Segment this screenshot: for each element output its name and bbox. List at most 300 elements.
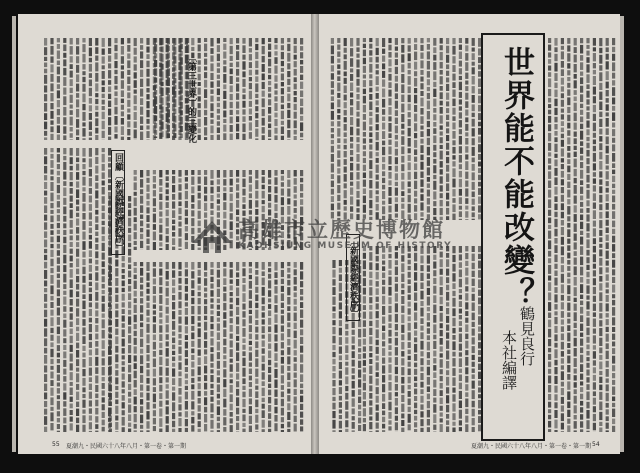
text-stroke	[300, 412, 303, 418]
text-stroke	[140, 205, 143, 213]
text-stroke	[166, 218, 169, 227]
text-stroke	[108, 109, 111, 116]
text-stroke	[452, 56, 455, 63]
text-stroke	[382, 348, 385, 356]
text-stroke	[612, 80, 615, 85]
text-stroke	[134, 192, 137, 196]
text-stroke	[339, 337, 342, 345]
text-stroke	[268, 124, 271, 129]
text-stroke	[599, 195, 602, 203]
text-stroke	[465, 206, 468, 210]
text-stroke	[262, 297, 265, 304]
text-stroke	[420, 155, 423, 161]
text-stroke	[70, 269, 73, 278]
text-stroke	[369, 50, 372, 55]
text-stroke	[548, 190, 551, 198]
text-stroke	[70, 172, 73, 180]
text-stroke	[586, 363, 589, 368]
text-stroke	[95, 251, 98, 258]
text-stroke	[146, 119, 149, 124]
text-stroke	[561, 423, 564, 430]
text-stroke	[204, 332, 207, 339]
text-stroke	[50, 407, 53, 411]
text-stroke	[82, 241, 85, 250]
text-stroke	[599, 392, 602, 400]
text-stroke	[561, 246, 564, 255]
text-stroke	[95, 394, 98, 399]
text-stroke	[376, 196, 379, 202]
text-stroke	[472, 182, 475, 190]
text-stroke	[358, 361, 361, 368]
text-stroke	[472, 303, 475, 311]
text-stroke	[89, 422, 92, 429]
text-stroke	[76, 269, 79, 275]
text-stroke	[356, 144, 359, 153]
text-stroke	[352, 330, 355, 335]
text-stroke	[44, 374, 47, 382]
text-stroke	[300, 346, 303, 353]
text-stroke	[76, 46, 79, 54]
text-stroke	[121, 118, 124, 125]
text-stroke	[440, 131, 443, 135]
text-stroke	[63, 352, 66, 359]
text-stroke	[249, 268, 252, 273]
text-stroke	[446, 55, 449, 63]
text-stroke	[606, 282, 609, 287]
text-stroke	[586, 158, 589, 164]
text-stroke	[427, 288, 430, 295]
text-stroke	[57, 431, 60, 432]
text-stroke	[70, 313, 73, 320]
text-stroke	[255, 200, 258, 207]
text-stroke	[294, 299, 297, 305]
text-stroke	[281, 197, 284, 205]
text-stroke	[274, 415, 277, 422]
text-stroke	[356, 181, 359, 189]
text-stroke	[612, 98, 615, 105]
text-stroke	[452, 308, 455, 316]
text-stroke	[452, 108, 455, 115]
text-stroke	[44, 205, 47, 213]
text-stroke	[95, 83, 98, 91]
text-stroke	[331, 90, 334, 95]
text-stroke	[191, 341, 194, 347]
text-stroke	[76, 227, 79, 234]
text-stroke	[395, 83, 398, 91]
text-stroke	[287, 429, 290, 432]
text-stroke	[178, 356, 181, 361]
text-stroke	[114, 53, 117, 60]
text-stroke	[255, 61, 258, 68]
text-stroke	[140, 234, 143, 239]
text-stroke	[440, 115, 443, 123]
text-stroke	[586, 410, 589, 419]
text-stroke	[287, 412, 290, 420]
text-stroke	[408, 63, 411, 69]
text-stroke	[70, 105, 73, 109]
text-stroke	[344, 167, 347, 173]
text-stroke	[408, 53, 411, 61]
text-stroke	[185, 269, 188, 276]
text-stroke	[459, 328, 462, 332]
text-stroke	[548, 429, 551, 432]
text-stroke	[95, 56, 98, 61]
text-stroke	[382, 89, 385, 98]
text-stroke	[332, 366, 335, 371]
text-stroke	[612, 419, 615, 425]
text-stroke	[70, 423, 73, 430]
text-stroke	[401, 263, 404, 272]
text-stroke	[586, 121, 589, 128]
text-stroke	[440, 306, 443, 311]
text-stroke	[89, 259, 92, 264]
text-stroke	[217, 323, 220, 330]
text-stroke	[401, 38, 404, 43]
text-stroke	[154, 53, 157, 58]
text-stroke	[294, 364, 297, 372]
text-stroke	[146, 110, 149, 117]
text-stroke	[388, 323, 391, 328]
text-stroke	[249, 193, 252, 198]
text-stroke	[153, 176, 156, 183]
text-stroke	[217, 279, 220, 287]
text-stroke	[414, 123, 417, 131]
text-stroke	[300, 122, 303, 131]
text-stroke	[339, 371, 342, 379]
text-stroke	[57, 365, 60, 373]
text-stroke	[262, 348, 265, 354]
text-stroke	[223, 312, 226, 319]
text-stroke	[82, 44, 85, 52]
text-stroke	[369, 393, 372, 399]
text-stroke	[548, 59, 551, 64]
text-stroke	[180, 57, 183, 64]
text-stroke	[134, 232, 137, 239]
text-stroke	[427, 360, 430, 365]
text-stroke	[172, 338, 175, 344]
text-stroke	[172, 201, 175, 208]
text-stroke	[606, 303, 609, 311]
text-stroke	[140, 170, 143, 178]
text-stroke	[76, 359, 79, 366]
text-stroke	[300, 310, 303, 318]
text-stroke	[420, 98, 423, 107]
text-stroke	[388, 315, 391, 322]
text-stroke	[198, 119, 201, 127]
text-stroke	[395, 135, 398, 140]
text-stroke	[382, 266, 385, 271]
text-stroke	[376, 132, 379, 140]
text-stroke	[382, 365, 385, 373]
text-stroke	[230, 404, 233, 411]
text-stroke	[574, 430, 577, 432]
text-stroke	[287, 180, 290, 187]
text-stroke	[134, 170, 137, 175]
text-stroke	[472, 254, 475, 262]
text-stroke	[548, 124, 551, 131]
text-stroke	[376, 190, 379, 194]
text-stroke	[376, 114, 379, 122]
text-stroke	[217, 97, 220, 101]
text-stroke	[363, 96, 366, 104]
text-stroke	[57, 395, 60, 399]
text-stroke	[122, 302, 125, 307]
text-stroke	[198, 277, 201, 283]
text-stroke	[332, 307, 335, 312]
text-stroke	[465, 124, 468, 131]
text-stroke	[102, 269, 105, 275]
text-stroke	[401, 342, 404, 350]
text-stroke	[612, 163, 615, 168]
text-stroke	[294, 178, 297, 185]
text-stroke	[574, 152, 577, 157]
text-stroke	[281, 270, 284, 277]
text-stroke	[382, 430, 385, 432]
text-stroke	[185, 308, 188, 315]
text-stroke	[178, 347, 181, 354]
text-stroke	[140, 355, 143, 364]
text-stroke	[178, 388, 181, 395]
text-stroke	[281, 286, 284, 292]
text-stroke	[599, 92, 602, 100]
text-stroke	[109, 282, 112, 286]
text-stroke	[242, 399, 245, 407]
text-stroke	[580, 162, 583, 168]
text-stroke	[574, 64, 577, 72]
text-stroke	[44, 338, 47, 346]
text-stroke	[76, 74, 79, 82]
text-stroke	[339, 355, 342, 360]
text-stroke	[382, 417, 385, 423]
text-stroke	[446, 285, 449, 291]
text-stroke	[160, 107, 163, 113]
text-stroke	[146, 230, 149, 237]
text-stroke	[332, 397, 335, 401]
text-stroke	[612, 196, 615, 203]
text-stroke	[420, 419, 423, 426]
text-stroke	[167, 38, 170, 44]
text-stroke	[44, 122, 47, 130]
text-stroke	[599, 283, 602, 290]
text-stroke	[134, 106, 137, 111]
text-stroke	[76, 343, 79, 349]
text-stroke	[63, 376, 66, 382]
text-stroke	[452, 246, 455, 253]
text-stroke	[440, 200, 443, 207]
text-stroke	[300, 364, 303, 373]
text-stroke	[382, 71, 385, 78]
text-stroke	[606, 47, 609, 52]
text-stroke	[191, 316, 194, 324]
text-stroke	[440, 62, 443, 69]
text-stroke	[82, 187, 85, 191]
text-stroke	[599, 143, 602, 150]
text-stroke	[414, 369, 417, 375]
text-stroke	[262, 404, 265, 409]
text-stroke	[153, 190, 156, 196]
text-stroke	[294, 77, 297, 82]
text-stroke	[561, 227, 564, 235]
text-stroke	[210, 420, 213, 429]
text-stroke	[606, 90, 609, 96]
text-stroke	[612, 397, 615, 402]
text-stroke	[63, 401, 66, 407]
text-stroke	[262, 127, 265, 134]
text-stroke	[440, 330, 443, 336]
text-stroke	[599, 258, 602, 266]
text-stroke	[337, 115, 340, 120]
text-stroke	[210, 316, 213, 322]
text-stroke	[574, 123, 577, 130]
text-stroke	[376, 356, 379, 361]
text-stroke	[414, 172, 417, 179]
text-stroke	[153, 335, 156, 341]
text-stroke	[606, 261, 609, 266]
text-stroke	[89, 88, 92, 96]
text-stroke	[115, 310, 118, 317]
text-stroke	[567, 279, 570, 284]
text-stroke	[593, 423, 596, 431]
text-stroke	[350, 117, 353, 125]
text-stroke	[446, 351, 449, 360]
text-stroke	[574, 80, 577, 88]
text-stroke	[140, 375, 143, 383]
text-stroke	[561, 100, 564, 107]
text-stroke	[465, 367, 468, 374]
text-stroke	[172, 170, 175, 174]
text-stroke	[173, 47, 176, 55]
text-stroke	[44, 38, 47, 46]
text-stroke	[414, 198, 417, 203]
text-stroke	[268, 99, 271, 105]
text-stroke	[593, 319, 596, 327]
text-stroke	[440, 151, 443, 160]
text-stroke	[593, 221, 596, 227]
text-stroke	[369, 321, 372, 326]
text-stroke	[593, 53, 596, 61]
text-stroke	[472, 374, 475, 379]
text-stroke	[153, 224, 156, 230]
text-stroke	[127, 114, 130, 119]
text-stroke	[548, 116, 551, 123]
text-stroke	[331, 134, 334, 138]
text-stroke	[166, 334, 169, 340]
text-stroke	[95, 47, 98, 54]
text-stroke	[356, 112, 359, 117]
text-stroke	[204, 341, 207, 348]
text-stroke	[395, 376, 398, 383]
text-stroke	[268, 93, 271, 97]
text-stroke	[50, 56, 53, 62]
text-stroke	[580, 333, 583, 337]
text-stroke	[548, 72, 551, 77]
text-stroke	[452, 428, 455, 433]
text-stroke	[44, 270, 47, 279]
text-stroke	[358, 425, 361, 431]
text-stroke	[82, 387, 85, 392]
text-stroke	[230, 56, 233, 61]
text-stroke	[363, 145, 366, 149]
text-stroke	[109, 423, 112, 428]
text-stroke	[574, 323, 577, 328]
text-stroke	[376, 378, 379, 385]
text-stroke	[593, 391, 596, 396]
text-stroke	[465, 117, 468, 122]
text-stroke	[433, 404, 436, 413]
text-stroke	[395, 101, 398, 109]
text-stroke	[108, 56, 111, 62]
text-stroke	[300, 133, 303, 138]
text-stroke	[599, 171, 602, 177]
text-stroke	[167, 60, 170, 67]
text-stroke	[82, 38, 85, 43]
text-stroke	[180, 95, 183, 100]
text-stroke	[401, 181, 404, 189]
text-stroke	[395, 197, 398, 202]
text-stroke	[294, 379, 297, 387]
text-stroke	[580, 339, 583, 346]
text-stroke	[166, 416, 169, 424]
text-stroke	[382, 63, 385, 69]
text-stroke	[50, 285, 53, 294]
text-stroke	[70, 110, 73, 115]
text-stroke	[554, 117, 557, 123]
text-stroke	[452, 65, 455, 72]
text-stroke	[427, 157, 430, 166]
text-stroke	[109, 266, 112, 272]
text-stroke	[242, 278, 245, 283]
text-stroke	[44, 328, 47, 336]
text-stroke	[561, 171, 564, 178]
text-stroke	[465, 86, 468, 91]
text-stroke	[89, 38, 92, 46]
text-stroke	[567, 130, 570, 136]
text-stroke	[217, 394, 220, 399]
text-stroke	[242, 345, 245, 350]
text-stroke	[50, 134, 53, 140]
text-stroke	[146, 262, 149, 271]
text-stroke	[160, 38, 163, 45]
text-stroke	[95, 357, 98, 366]
text-stroke	[140, 79, 143, 87]
text-stroke	[153, 316, 156, 322]
text-stroke	[236, 178, 239, 182]
text-stroke	[408, 356, 411, 360]
text-stroke	[249, 325, 252, 332]
text-stroke	[606, 295, 609, 302]
text-stroke	[70, 299, 73, 306]
text-stroke	[198, 292, 201, 296]
text-stroke	[102, 221, 105, 225]
text-stroke	[172, 345, 175, 350]
text-stroke	[593, 296, 596, 302]
text-stroke	[140, 38, 143, 44]
text-stroke	[140, 126, 143, 131]
text-stroke	[134, 424, 137, 429]
text-stroke	[440, 161, 443, 168]
text-stroke	[356, 69, 359, 77]
text-stroke	[332, 313, 335, 319]
text-stroke	[178, 301, 181, 308]
text-stroke	[57, 117, 60, 124]
text-stroke	[337, 145, 340, 149]
text-stroke	[166, 196, 169, 201]
text-stroke	[167, 78, 170, 86]
text-stroke	[440, 412, 443, 416]
text-stroke	[352, 398, 355, 407]
text-stroke	[459, 391, 462, 399]
text-stroke	[153, 296, 156, 303]
